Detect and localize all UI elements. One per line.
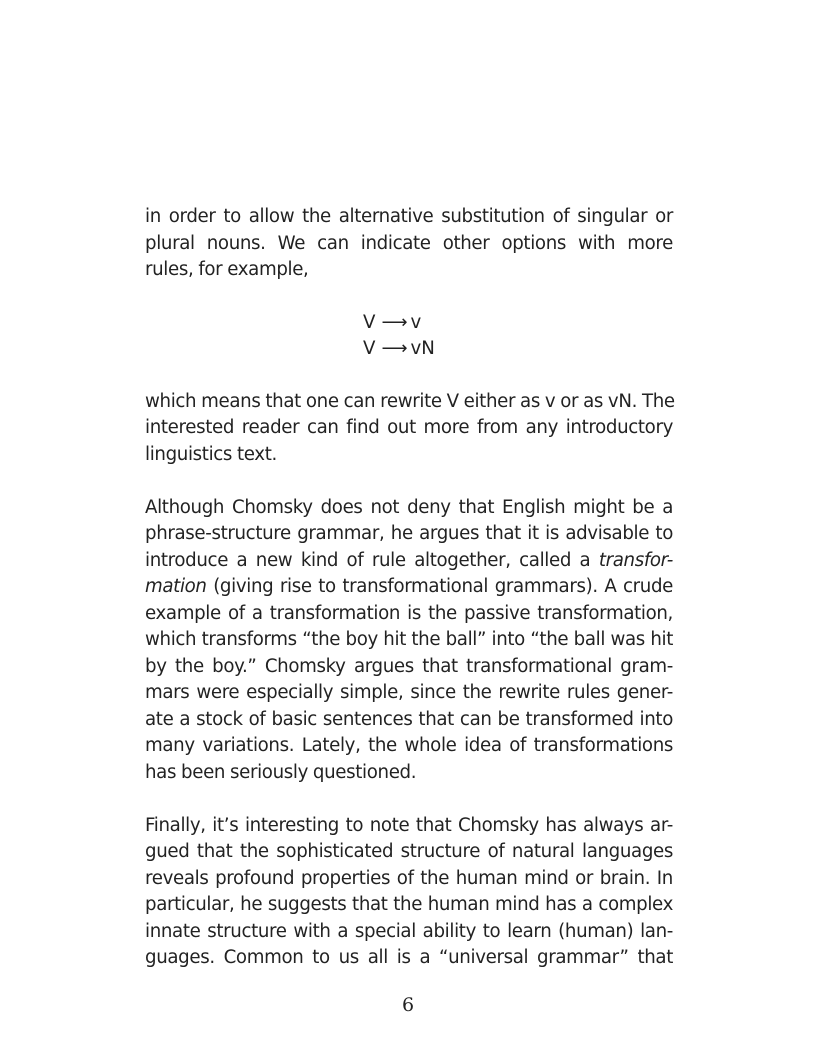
- text-line: guages. Common to us all is a “universal grammar” that: [145, 947, 673, 968]
- text-line: [145, 548, 673, 575]
- page-number: 6: [401, 994, 415, 1016]
- paragraph-1: [145, 204, 673, 284]
- right-arrow-icon: ⟶: [381, 338, 405, 359]
- text-span: introduce a new kind of rule altogether, called a: [145, 549, 591, 571]
- rule-rhs: v: [410, 312, 422, 333]
- text-line: mars were especially simple, since the rewrite rules gener-: [145, 682, 673, 703]
- text-line: phrase-structure grammar, he argues that it is advisable to: [145, 523, 673, 544]
- text-span: (giving rise to transformational grammars). A crude: [213, 576, 673, 597]
- text-line: interested reader can find out more from any introductory: [145, 417, 673, 438]
- text-line: Although Chomsky does not deny that English might be a: [145, 496, 673, 518]
- text-line: linguistics text.: [145, 443, 277, 465]
- text-line: example of a transformation is the passive transformation,: [145, 602, 673, 624]
- paragraph-4: [145, 813, 673, 972]
- text-line: reveals profound properties of the human mind or brain. In: [145, 867, 673, 889]
- italic-term: mation: [145, 576, 207, 597]
- text-line: plural nouns. We can indicate other options with more: [145, 232, 673, 254]
- text-line: [145, 574, 673, 601]
- rule-lhs: V: [363, 338, 376, 359]
- rewrite-rule: [363, 336, 673, 362]
- text-line: in order to allow the alternative substitution of singular or: [145, 206, 673, 227]
- right-arrow-icon: ⟶: [381, 312, 405, 333]
- text-line: which transforms “the boy hit the ball” into “the ball was hit: [145, 629, 673, 650]
- paragraph-3: [145, 495, 673, 787]
- text-line: ate a stock of basic sentences that can be transformed into: [145, 708, 673, 730]
- text-line: which means that one can rewrite V either as v or as vN. The: [145, 390, 675, 412]
- text-line: has been seriously questioned.: [145, 761, 417, 783]
- text-line: by the boy.” Chomsky argues that transformational gram-: [145, 655, 673, 677]
- rewrite-rules: [145, 310, 673, 362]
- page-body: [145, 204, 673, 998]
- italic-term: transfor-: [598, 549, 673, 571]
- text-line: innate structure with a special ability to learn (human) lan-: [145, 920, 673, 942]
- rule-rhs: vN: [410, 338, 435, 359]
- text-line: Finally, it’s interesting to note that Chomsky has always ar-: [145, 814, 673, 836]
- rule-lhs: V: [363, 312, 376, 333]
- text-line: rules, for example,: [145, 259, 309, 280]
- paragraph-2: [145, 389, 673, 469]
- text-line: particular, he suggests that the human mind has a complex: [145, 894, 673, 915]
- text-line: many variations. Lately, the whole idea of transformations: [145, 735, 673, 756]
- rewrite-rule: [363, 310, 673, 336]
- text-line: gued that the sophisticated structure of natural languages: [145, 841, 673, 862]
